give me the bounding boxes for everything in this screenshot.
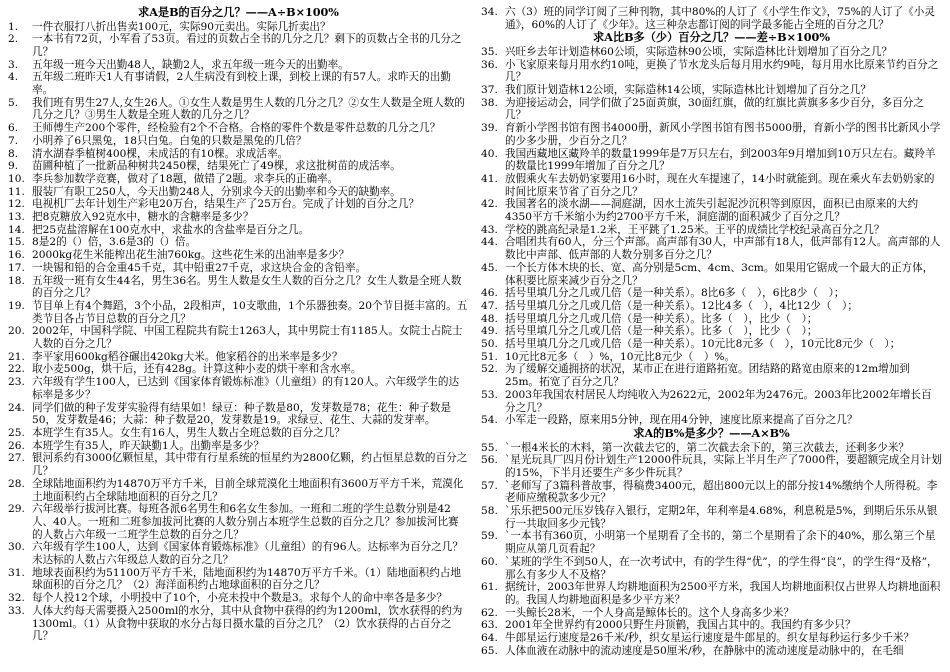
problem-number: 28. (8, 477, 25, 490)
problem-item (481, 581, 942, 606)
problem-item (481, 530, 942, 555)
problem-number: 58. (481, 505, 498, 518)
problem-number: 60. (481, 555, 498, 568)
problem-text: 小飞家原来每月用水约10吨，更换了节水龙头后每月用水约9吨，每月用水比原来节约百分之几？ (505, 58, 939, 84)
problem-number: 35. (481, 45, 498, 58)
problem-text: 据统计，2003年世界人均耕地面积为2500平方米，我国人均耕地面积仅占世界人均耕地面积的。我国人均耕地面积是多少平方米？ (505, 581, 941, 606)
problem-number: 39. (481, 122, 498, 135)
problem-item (8, 135, 469, 148)
problem-text: `一本书有360页，小明第一个星期看了全书的，第二个星期看了余下的40%，那么第三个星期应从第几页看起？ (505, 530, 936, 556)
problem-number: 14. (8, 223, 25, 236)
problem-number: 62. (481, 606, 498, 619)
problem-text: 地球表面积约为51100万平方千米，陆地面积约为14870万平方千米。（1）陆地面积约占地球面积的百分之几？（2）海洋面积约占地球面积的百分之几？ (32, 566, 462, 592)
problem-item (8, 71, 469, 96)
problem-list (481, 442, 942, 658)
problem-number: 56. (481, 454, 498, 467)
problem-text: 括号里填几分之几或几倍（是一种关系）。比多（ ），比少（ ）； (505, 325, 818, 338)
problem-item (8, 262, 469, 275)
problem-number: 3. (8, 58, 19, 71)
problem-item (8, 402, 469, 427)
problem-item (481, 454, 942, 479)
problem-item (481, 480, 942, 505)
problem-item (481, 338, 942, 351)
problem-number: 5. (8, 96, 19, 109)
problem-item (481, 300, 942, 313)
problem-number: 2. (8, 33, 19, 46)
problem-item (481, 389, 942, 414)
problem-item (8, 224, 469, 237)
problem-item (481, 59, 942, 84)
problem-item (8, 211, 469, 224)
problem-number: 22. (8, 363, 25, 376)
problem-text: 李兵参加数学竞赛，做对了18题，做错了2题。求李兵的正确率。 (32, 172, 339, 185)
problem-text: `某班的学生不到50人，在一次考试中，有的学生得“优”，的学生得“良”，的学生得“及格”，那么有多少人不及格？ (505, 555, 938, 581)
problem-text: 一个长方体木块的长、宽、高分别是5cm、4cm、3cm。如果用它锯成一个最大的正方体，体积要比原来减少百分之几？ (505, 261, 934, 287)
problem-text: 把25克盐溶解在100克水中，求盐水的含盐率是百分之几。 (32, 223, 310, 236)
problem-item (8, 503, 469, 541)
left-column (8, 6, 469, 670)
problem-number: 61. (481, 581, 498, 594)
problem-item (8, 376, 469, 401)
problem-text: 一块锡和铅的合金重45千克，其中铅重27千克，求这块合金的含铅率。 (32, 261, 367, 274)
problem-item (8, 541, 469, 566)
problem-number: 54. (481, 414, 498, 427)
problem-item (8, 478, 469, 503)
problem-text: 人体大约每天需要摄入2500ml的水分，其中从食物中获得的约为1200ml，饮水获得的约为1300ml。（1）从食物中获取的水分占每日摄水量的百分之几？（2）饮水获得的占百分之几？ (32, 604, 463, 643)
problem-item (8, 567, 469, 592)
problem-text: 把8克糖放入92克水中，糖水的含糖率是多少？ (32, 211, 254, 224)
problem-item (8, 427, 469, 440)
problem-text: 电视机厂去年计划生产彩电20万台，结果生产了25万台。完成了计划的百分之几？ (32, 198, 420, 211)
problem-text: `老师写了3篇科普故事，得稿费3400元，超出800元以上的部分按14%缴纳个人所得税。李老师应缴税款多少元？ (505, 479, 938, 505)
problem-number: 63. (481, 619, 498, 632)
problem-item (8, 59, 469, 72)
problem-number: 65. (481, 644, 498, 657)
problem-number: 49. (481, 325, 498, 338)
problem-number: 15. (8, 236, 25, 249)
problem-text: 本班学生有35人。女生有16人，男生人数占全班总数的百分之几？ (32, 427, 345, 439)
problem-item (481, 442, 942, 455)
problem-text: 清水湖春季植树400棵，未成活的有10棵。求成活率。 (32, 147, 289, 160)
problem-number: 47. (481, 299, 498, 312)
problem-text: `一根4米长的木料，第一次截去它的，第二次截去余下的，第三次截去，还剩多少米？ (505, 441, 910, 454)
problem-text: 10元比8元多（ ）%，10元比8元少（ ）%。 (505, 350, 736, 363)
problem-text: 2002年，中国科学院、中国工程院共有院士1263人，其中男院士有1185人。女院士占院士人数的百分之几？ (32, 325, 463, 351)
problem-item (481, 632, 942, 645)
problem-text: 我国著名的淡水湖——洞庭湖，因水土流失引起泥沙沉积等到原因，面积已由原来的大约4350平方千米缩小为约2700平方千米，洞庭湖的面积减少了百分之几？ (505, 198, 919, 224)
problem-text: 育新小学图书馆有图书4000册，新风小学图书馆有图书5000册，育新小学的图书比新风小学的少多少册，少百分之几？ (505, 122, 941, 147)
problem-text: 2000kg花生米能榨出花生油760kg。这些花生米的出油率是多少？ (32, 249, 350, 262)
problem-number: 44. (481, 236, 498, 249)
problem-item (481, 122, 942, 147)
problem-text: 一头鲸长28米，一个人身高是鲸体长的。这个人身高多少米？ (505, 606, 794, 619)
problem-item (481, 46, 942, 59)
problem-number: 13. (8, 211, 25, 224)
problem-number: 11. (8, 185, 25, 198)
problem-number: 24. (8, 401, 25, 414)
problem-text: 括号里填几分之几或几倍（是一种关系）。8比6多（ ），6比8少（ ）； (505, 287, 845, 300)
problem-item (8, 173, 469, 186)
problem-text: 每个人投12个球，小明投中了10个，小亮未投中个数是3。求每个人的命中率各是多少？ (32, 592, 448, 605)
problem-text: 括号里填几分之几或几倍（是一种关系）。12比4多（ ），4比12少（ ）； (505, 299, 858, 312)
problem-item (481, 607, 942, 620)
problem-item (8, 122, 469, 135)
problem-number: 45. (481, 261, 498, 274)
problem-text: 一本书有72页，小军看了53页。看过的页数占全书的几分之几？剩下的页数占全书的几分之几？ (32, 33, 462, 58)
problem-number: 23. (8, 376, 25, 389)
problem-number: 37. (481, 84, 498, 97)
problem-text: 六年级有学生100人，达到《国家体育锻炼标准》（儿童组）的有96人。达标率为百分之几？未达标的人数占六年级总人数的百分之几？ (32, 541, 463, 567)
problem-item (481, 313, 942, 326)
problem-text: 为了缓解交通拥挤的状况，某市正在进行道路拓宽。团结路的路宽由原来的12m增加到25m。拓宽了百分之几？ (505, 363, 910, 389)
problem-number: 43. (481, 223, 498, 236)
problem-number: 51. (481, 350, 498, 363)
problem-number: 30. (8, 541, 25, 554)
problem-number: 18. (8, 274, 25, 287)
problem-number: 52. (481, 363, 498, 376)
problem-item (481, 556, 942, 581)
problem-item (481, 173, 942, 198)
problem-number: 20. (8, 325, 25, 338)
problem-number: 12. (8, 198, 25, 211)
problem-text: 牛郎星运行速度是26千米/秒，织女星运行速度是牛郎星的。织女星每秒运行多少千米？ (505, 632, 915, 645)
problem-text: 全球陆地面积约为14870万平方千米，目前全球荒漠化土地面积有3600万平方千米，荒漠化土地面积约占全球陆地面积的百分之几？ (32, 477, 464, 503)
problem-number: 53. (481, 388, 498, 401)
problem-item (481, 198, 942, 223)
problem-list (481, 46, 942, 427)
problem-number: 55. (481, 441, 498, 454)
problem-text: 六年级有学生100人，已达到《国家体育锻炼标准》（儿童组）的有120人。六年级学生的达标率是多少？ (32, 376, 460, 401)
problem-number: 4. (8, 71, 19, 84)
problem-number: 40. (481, 147, 498, 160)
problem-item (481, 6, 942, 31)
problem-list (8, 21, 469, 643)
problem-text: `星光玩具厂四月份计划生产12000件玩具，实际上半月生产了7000件，要超额完成全月计划的15%，下半月还要生产多少件玩具？ (505, 454, 942, 479)
problem-number: 38. (481, 96, 498, 109)
problem-text: 王师傅生产200个零件，经检验有2个不合格。合格的零件个数是零件总数的几分之几？ (32, 122, 441, 135)
problem-item (8, 198, 469, 211)
problem-number: 1. (8, 20, 19, 33)
problem-number: 19. (8, 299, 25, 312)
problem-text: 为迎接运动会，同学们做了25面黄旗，30面红旗，做的红旗比黄旗多多少百分，多百分之几？ (505, 96, 924, 122)
problem-text: 本班学生有35人，昨天缺勤1人。出勤率是多少？ (32, 439, 265, 452)
problem-item (481, 363, 942, 388)
problem-number: 46. (481, 287, 498, 300)
problem-text: 2001年全世界约有2000只野生丹顶鹤，我国占其中的。我国约有多少只？ (505, 619, 856, 632)
right-column (481, 6, 942, 670)
problem-number: 29. (8, 503, 25, 516)
problem-item (8, 33, 469, 58)
problem-text: 我国西藏地区藏羚羊的数量1999年是7万只左右，到2003年9月增加到10万只左右。藏羚羊的数量比1999年增加了百分之几？ (505, 147, 936, 173)
problem-item (8, 300, 469, 325)
problem-number: 21. (8, 350, 25, 363)
problem-number: 57. (481, 479, 498, 492)
problem-item (481, 325, 942, 338)
problem-text: 合唱团共有60人，分三个声部。高声部有30人，中声部有18人，低声部有12人。高声部的人数比中声部、低声部的人数分别多百分之几？ (505, 236, 941, 262)
section-heading-percent-more-less: 求A比B多（少）百分之几？——差÷B×100% (593, 30, 830, 45)
problem-item (481, 505, 942, 530)
problem-text: 六（3）班的同学订阅了三种刊物，其中80%的人订了《小学生作文》，75%的人订了《小灵通》，60%的人订了《少年》。这三种杂志都订阅的同学最多能占全班的百分之几？ (505, 6, 935, 31)
problem-text: 括号里填几分之几或几倍（是一种关系）。比多（ ），比少（ ）； (505, 312, 818, 325)
problem-text: 人体血液在动脉中的流动速度是50厘米/秒，在静脉中的流动速度是动脉中的，在毛细 (505, 644, 904, 657)
problem-text: 小明养了6只黑兔，18只白兔。白兔的只数是黑兔的几倍？ (32, 134, 307, 147)
problem-item (481, 84, 942, 97)
problem-text: 兴旺乡去年计划造林60公顷，实际造林90公顷，实际造林比计划增加了百分之几？ (505, 45, 893, 58)
problem-number: 7. (8, 134, 19, 147)
problem-number: 17. (8, 261, 25, 274)
problem-number: 32. (8, 592, 25, 605)
problem-item (481, 236, 942, 261)
problem-item (481, 224, 942, 237)
problem-text: 节目单上有4个舞蹈，3个小品，2段相声，10支歌曲，1个乐器独奏。20个节目挺丰富的。五类节目各占节目总数的百分之几？ (32, 299, 468, 325)
problem-text: 五年级二班昨天1人有事请假，2人生病没有到校上课，到校上课的有57人。求昨天的出勤率。 (32, 71, 451, 97)
problem-item (8, 452, 469, 477)
problem-text: 服装厂有职工250人，今天出勤248人，分别求今天的出勤率和今天的缺勤率。 (32, 185, 401, 198)
problem-item (8, 148, 469, 161)
problem-item (481, 262, 942, 287)
problem-text: 银河系约有3000亿颗恒星，其中带有行星系统的恒星约为2800亿颗，约占恒星总数的百分之几？ (32, 452, 468, 478)
section-heading-percent-of-value: 求A的B%是多少？——A×B% (633, 426, 790, 440)
problem-number: 31. (8, 566, 25, 579)
problem-text: 8是2的（）倍，3.6是3的（）倍。 (32, 236, 197, 249)
problem-text: 同学们做的种子发芽实验得有结果如！绿豆：种子数是80，发芽数是78；花生：种子数是50，发芽数是46；大蒜：种子数是20，发芽数是19。求绿豆、花生、大蒜的发芽率。 (32, 401, 451, 427)
problem-number: 33. (8, 604, 25, 617)
problem-item (8, 160, 469, 173)
problem-number: 59. (481, 530, 498, 543)
problem-item (8, 363, 469, 376)
problem-number: 27. (8, 452, 25, 465)
problem-number: 36. (481, 58, 498, 71)
problem-number: 26. (8, 439, 25, 452)
problem-item (481, 645, 942, 658)
problem-text: 2003年我国农村居民人均纯收入为2622元，2002年为2476元。2003年比2002年增长百分之几？ (505, 388, 932, 414)
problem-text: `乐乐把500元压岁钱存入银行，定期2年，年利率是4.68%，利息税是5%，到期后乐乐从银行一共取回多少元钱？ (505, 505, 938, 530)
problem-number: 34. (481, 6, 498, 18)
problem-number: 6. (8, 122, 19, 135)
problem-item (8, 592, 469, 605)
problem-text: 李平家用600kg稻谷碾出420kg大米。他家稻谷的出米率是多少？ (32, 350, 343, 363)
problem-item (8, 249, 469, 262)
problem-item (8, 440, 469, 453)
problem-item (8, 325, 469, 350)
problem-text: 我们原计划造林12公顷，实际造林14公顷，实际造林比计划增加了百分之几？ (505, 84, 871, 97)
problem-number: 50. (481, 338, 498, 351)
problem-number: 48. (481, 312, 498, 325)
problem-text: 取小麦500g，烘干后，还有428g。计算这种小麦的烘干率和含水率。 (32, 363, 362, 376)
problem-text: 括号里填几分之几或几倍（是一种关系）。10元比8元多（ ），10元比8元少（ ）； (505, 338, 901, 351)
problem-item (8, 275, 469, 300)
problem-text: 小军走一段路，原来用5分钟，现在用4分钟，速度比原来提高了百分之几？ (505, 414, 858, 427)
problem-text: 五年级一班有女生44名，男生36名。男生人数是女生人数的百分之几？女生人数是全班人数的百分之几？ (32, 274, 462, 300)
problem-number: 8. (8, 147, 19, 160)
problem-item (481, 619, 942, 632)
problem-text: 六年级举行拔河比赛。每班各派6名男生和6名女生参加。一班和二班的学生总数分别是42人、40人。一班和二班参加拔河比赛的人数分别占本班学生总数的百分之几？参加拔河比赛的人数占六年级一二班学生总数的百分之几？ (32, 503, 459, 541)
problem-item (8, 236, 469, 249)
problem-number: 25. (8, 427, 25, 439)
problem-item (8, 21, 469, 34)
section-heading-percent-of: 求A是B的百分之几？——A÷B×100% (138, 6, 339, 19)
problem-text: 学校的跳高纪录是1.2米，王平跳了1.25米。王平的成绩比学校纪录高百分之几？ (505, 223, 885, 236)
problem-number: 42. (481, 198, 498, 211)
problem-item (8, 351, 469, 364)
problem-text: 我们班有男生27人,女生26人。①女生人数是男生人数的几分之几？②女生人数是全班人数的几分之几？③男生人数是全班人数的几分之几？ (32, 96, 465, 122)
problem-text: 放假乘火车去奶奶家要用16小时，现在火车提速了，14小时就能到。现在乘火车去奶奶家的时间比原来节省了百分之几？ (505, 172, 935, 198)
problem-text: 苗圃种植了一批新品种树共2450棵，结果死亡了49棵，求这批树苗的成活率。 (32, 160, 401, 173)
problem-item (481, 97, 942, 122)
problem-number: 9. (8, 160, 19, 173)
problem-text: 一件衣服打八折出售卖100元，实际90元卖出。实际几折卖出？ (32, 20, 331, 33)
problem-text: 五年级一班今天出勤48人，缺勤2人，求五年级一班今天的出勤率。 (32, 58, 349, 71)
problem-item (8, 186, 469, 199)
problem-number: 64. (481, 632, 498, 645)
problem-number: 16. (8, 249, 25, 262)
problem-number: 10. (8, 172, 25, 185)
problem-number: 41. (481, 172, 498, 185)
problem-item (481, 351, 942, 364)
problem-list-continued (481, 6, 942, 31)
problem-item (8, 97, 469, 122)
problem-item (481, 287, 942, 300)
problem-item (8, 605, 469, 643)
problem-item (481, 148, 942, 173)
